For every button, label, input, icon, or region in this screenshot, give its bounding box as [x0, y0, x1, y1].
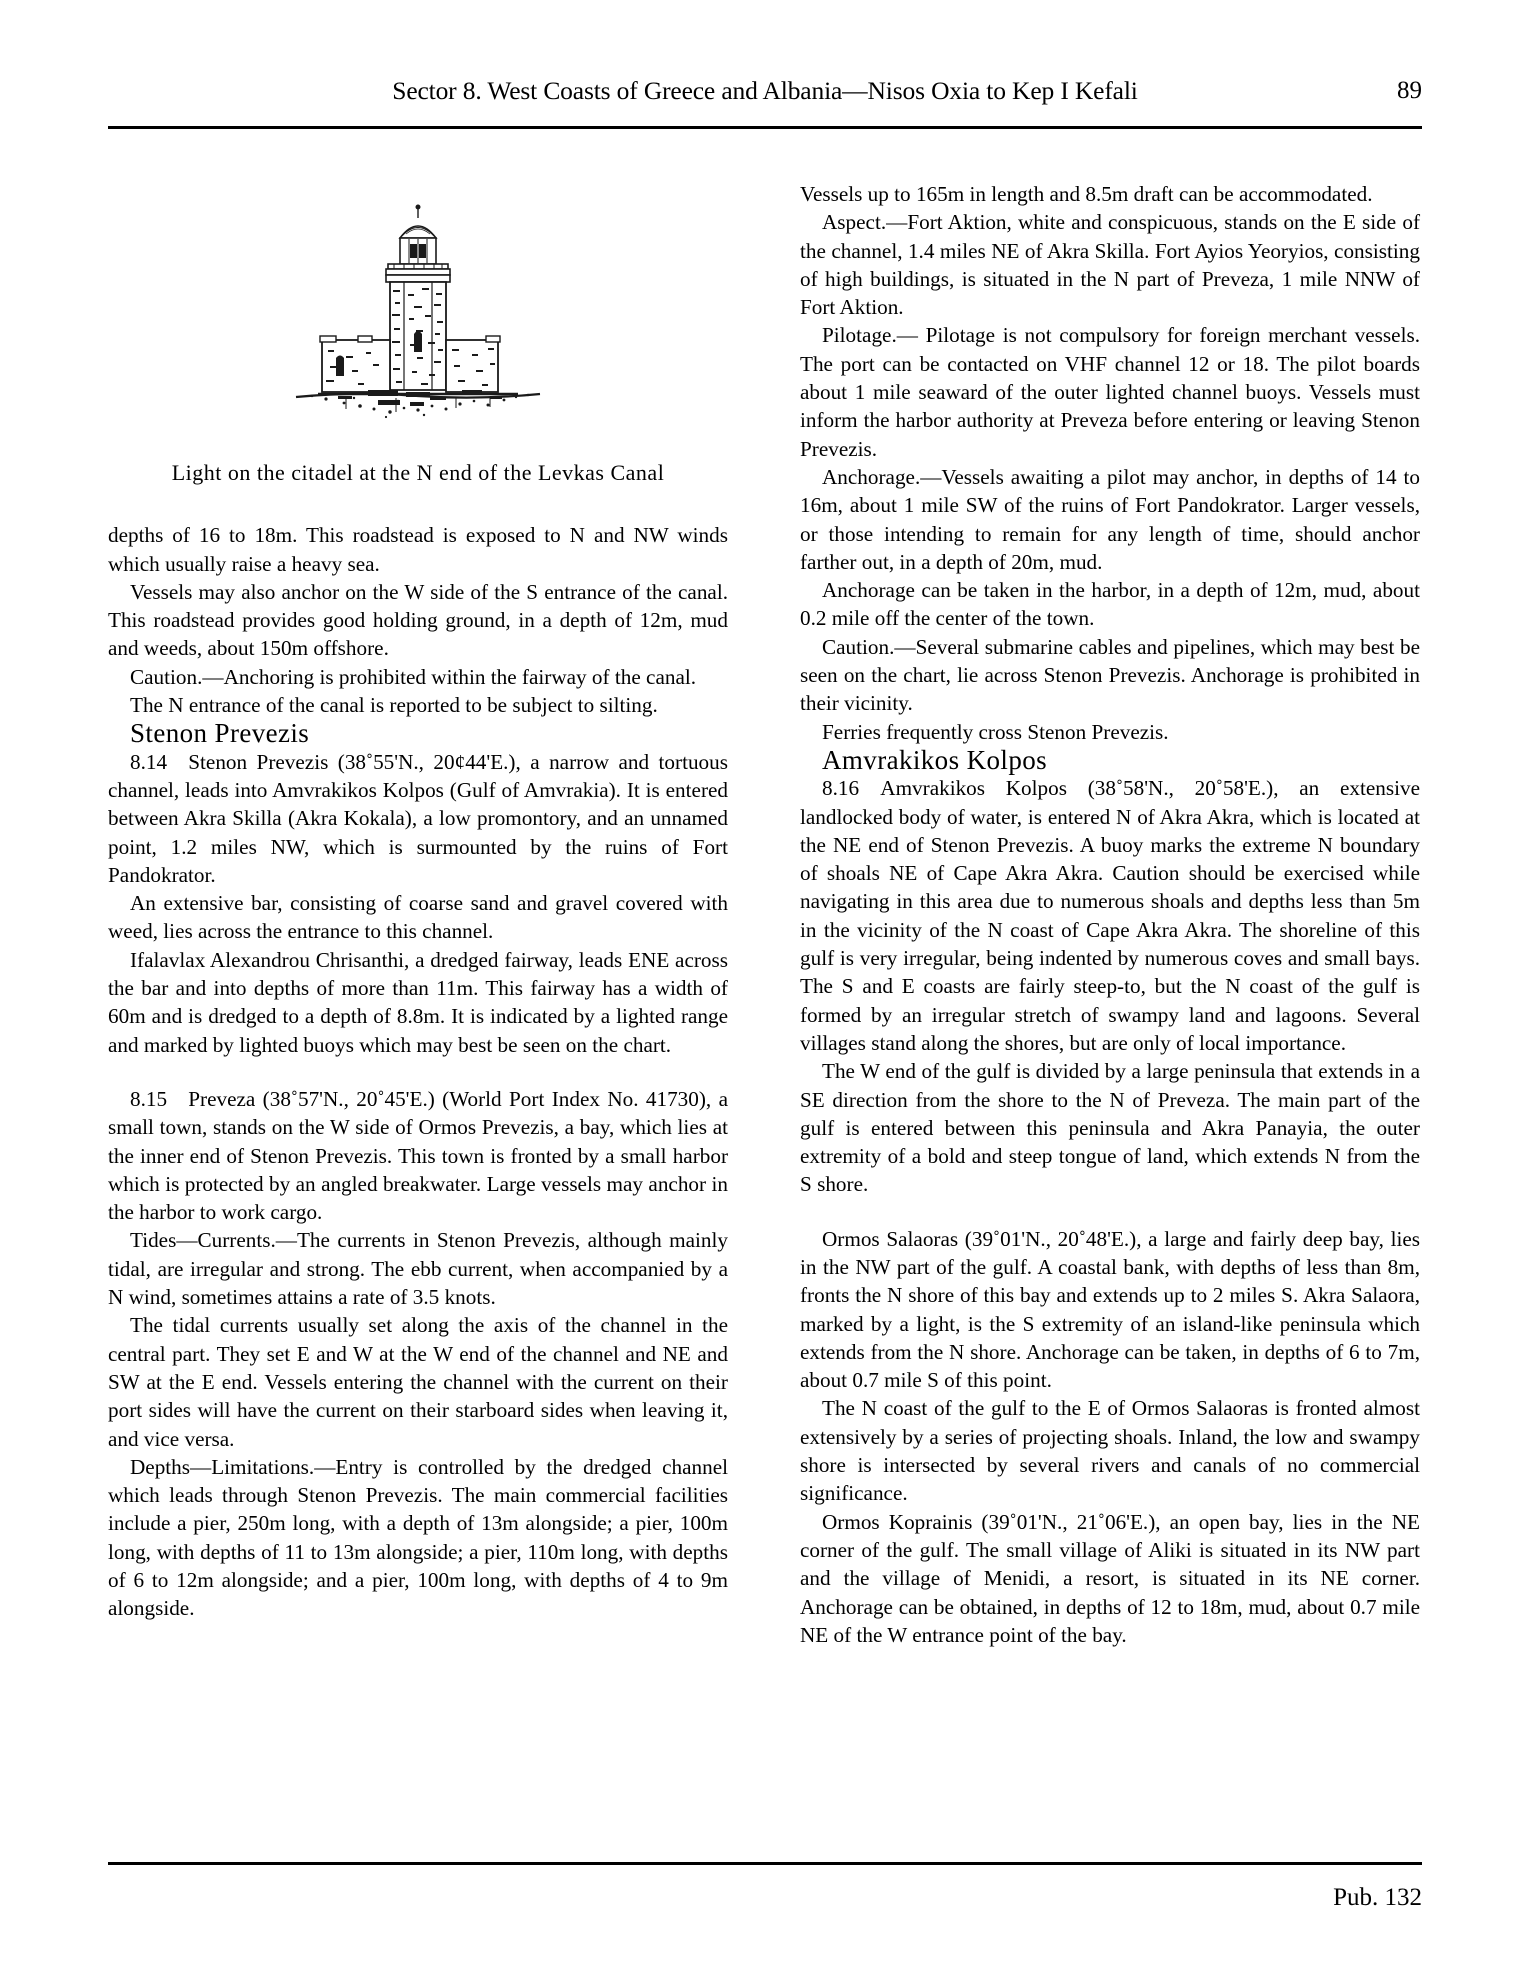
paragraph: Depths—Limitations.—Entry is controlled by the dredged channel which leads through Stenon Prevezis. The main commercial facilities include a pier, 250m long, with a depth of 13m alongside; a pier, 100m long, with depths of 11 to 13m alongside; a pier, 110m long, with depths of 6 to 12m alongside; and a pier, 100m long, with depths of 4 to 9m alongside. — [108, 1454, 728, 1621]
section-heading-stenon-prevezis: Stenon Prevezis — [130, 718, 310, 749]
publication-label: Pub. 132 — [1333, 1884, 1422, 1911]
paragraph: Pilotage.— Pilotage is not compulsory for foreign merchant vessels. The port can be contacted on VHF channel 12 or 18. The pilot boards about 1 mile seaward of the outer lighted channel buoys. Vessels must inform the harbor authority at Preveza before entering or leaving Stenon Prevezis. — [800, 323, 1420, 461]
figure-block — [108, 194, 728, 487]
footer-rule — [108, 1862, 1422, 1865]
left-column — [108, 180, 728, 1623]
paragraph: Vessels up to 165m in length and 8.5m draft can be accommodated. — [800, 182, 1373, 206]
paragraph: 8.16 Amvrakikos Kolpos (38˚58'N., 20˚58'E.), an extensive landlocked body of water, is entered N of Akra Akra, which is located at the NE end of Stenon Prevezis. A buoy marks the extreme N boundary of shoals NE of Cape Akra Akra. Caution should be exercised while navigating in this area due to numerous shoals and depths less than 5m in the vicinity of the N coast of Cape Akra Akra. The shoreline of this gulf is very irregular, being indented by numerous coves and small bays. The S and E coasts are fairly steep-to, but the N coast of the gulf is formed by an irregular stretch of swampy land and lagoons. Several villages stand along the shores, but are only of local importance. — [800, 776, 1420, 1055]
paragraph: The N entrance of the canal is reported to be subject to silting. — [130, 693, 658, 718]
paragraph: Anchorage.—Vessels awaiting a pilot may anchor, in depths of 14 to 16m, about 1 mile SW of the ruins of Fort Pandokrator. Larger vessels, or those intending to remain for any length of time, should anchor farther out, in a depth of 20m, mud. — [800, 464, 1420, 574]
paragraph: The N coast of the gulf to the E of Ormos Salaoras is fronted almost extensively by a series of projecting shoals. Inland, the low and swampy shore is intersected by several rivers and canals of no commercial significance. — [800, 1396, 1420, 1506]
header-rule — [108, 126, 1422, 129]
page-title: Sector 8. West Coasts of Greece and Albania—Nisos Oxia to Kep I Kefali — [392, 76, 1138, 105]
lighthouse-icon — [218, 194, 618, 419]
section-heading-amvrakikos-kolpos: Amvrakikos Kolpos — [822, 744, 1048, 775]
running-head — [108, 76, 1422, 116]
paragraph: Caution.—Several submarine cables and pipelines, which may best be seen on the chart, lie across Stenon Prevezis. Anchorage is prohibited in their vicinity. — [800, 634, 1420, 716]
page-number: 89 — [1397, 77, 1422, 104]
right-column — [800, 180, 1420, 1649]
paragraph: An extensive bar, consisting of coarse sand and gravel covered with weed, lies across the entrance to this channel. — [108, 891, 728, 944]
paragraph: Vessels may also anchor on the W side of the S entrance of the canal. This roadstead provides good holding ground, in a depth of 12m, mud and weeds, about 150m offshore. — [108, 579, 728, 661]
paragraph: The W end of the gulf is divided by a large peninsula that extends in a SE direction from the shore to the N of Preveza. The main part of the gulf is entered between this peninsula and Akra Panayia, the outer extremity of a bold and steep tongue of land, which extends N from the S shore. — [800, 1059, 1420, 1197]
paragraph: Ormos Salaoras (39˚01'N., 20˚48'E.), a large and fairly deep bay, lies in the NW part of the gulf. A coastal bank, with depths of less than 8m, fronts the N shore of this bay and extends up to 2 miles S. Akra Salaora, marked by a light, is the S extremity of an island-like peninsula which extends from the N shore. Anchorage can be taken, in depths of 6 to 7m, about 0.7 mile S of this point. — [800, 1226, 1420, 1393]
paragraph: Tides—Currents.—The currents in Stenon Prevezis, although mainly tidal, are irregular and strong. The ebb current, when accompanied by a N wind, sometimes attains a rate of 3.5 knots. — [108, 1228, 728, 1310]
paragraph: depths of 16 to 18m. This roadstead is exposed to N and NW winds which usually raise a heavy sea. — [108, 523, 728, 576]
paragraph: Ormos Koprainis (39˚01'N., 21˚06'E.), an open bay, lies in the NE corner of the gulf. The small village of Aliki is situated in its NW part and the village of Menidi, a resort, is situated in its NE corner. Anchorage can be obtained, in depths of 12 to 18m, mud, about 0.7 mile NE of the W entrance point of the bay. — [800, 1509, 1420, 1647]
paragraph: Caution.—Anchoring is prohibited within the fairway of the canal. — [130, 664, 697, 689]
paragraph: 8.14 Stenon Prevezis (38˚55'N., 20¢44'E.), a narrow and tortuous channel, leads into Amvrakikos Kolpos (Gulf of Amvrakia). It is entered between Akra Skilla (Akra Kokala), a low promontory, and an unnamed point, 1.2 miles NW, which is surmounted by the ruins of Fort Pandokrator. — [108, 749, 728, 887]
paragraph: Ferries frequently cross Stenon Prevezis. — [822, 719, 1169, 744]
paragraph: 8.15 Preveza (38˚57'N., 20˚45'E.) (World Port Index No. 41730), a small town, stands on the W side of Ormos Prevezis, a bay, which lies at the inner end of Stenon Prevezis. This town is fronted by a small harbor which is protected by an angled breakwater. Large vessels may anchor in the harbor to work cargo. — [108, 1086, 728, 1225]
paragraph: Anchorage can be taken in the harbor, in a depth of 12m, mud, about 0.2 mile off the center of the town. — [800, 578, 1420, 631]
paragraph: The tidal currents usually set along the axis of the channel in the central part. They set E and W at the W end of the channel and NE and SW at the E end. Vessels entering the channel with the current on their port sides will have the current on their starboard sides when leaving it, and vice versa. — [108, 1313, 728, 1451]
paragraph: Ifalavlax Alexandrou Chrisanthi, a dredged fairway, leads ENE across the bar and into depths of more than 11m. This fairway has a width of 60m and is dredged to a depth of 8.8m. It is indicated by a lighted range and marked by lighted buoys which may best be seen on the chart. — [108, 947, 728, 1057]
paragraph: Aspect.—Fort Aktion, white and conspicuous, stands on the E side of the channel, 1.4 miles NE of Akra Skilla. Fort Ayios Yeoryios, consisting of high buildings, is situated in the N part of Preveza, 1 mile NNW of Fort Aktion. — [800, 210, 1420, 320]
figure-caption: Light on the citadel at the N end of the Levkas Canal — [171, 460, 665, 485]
